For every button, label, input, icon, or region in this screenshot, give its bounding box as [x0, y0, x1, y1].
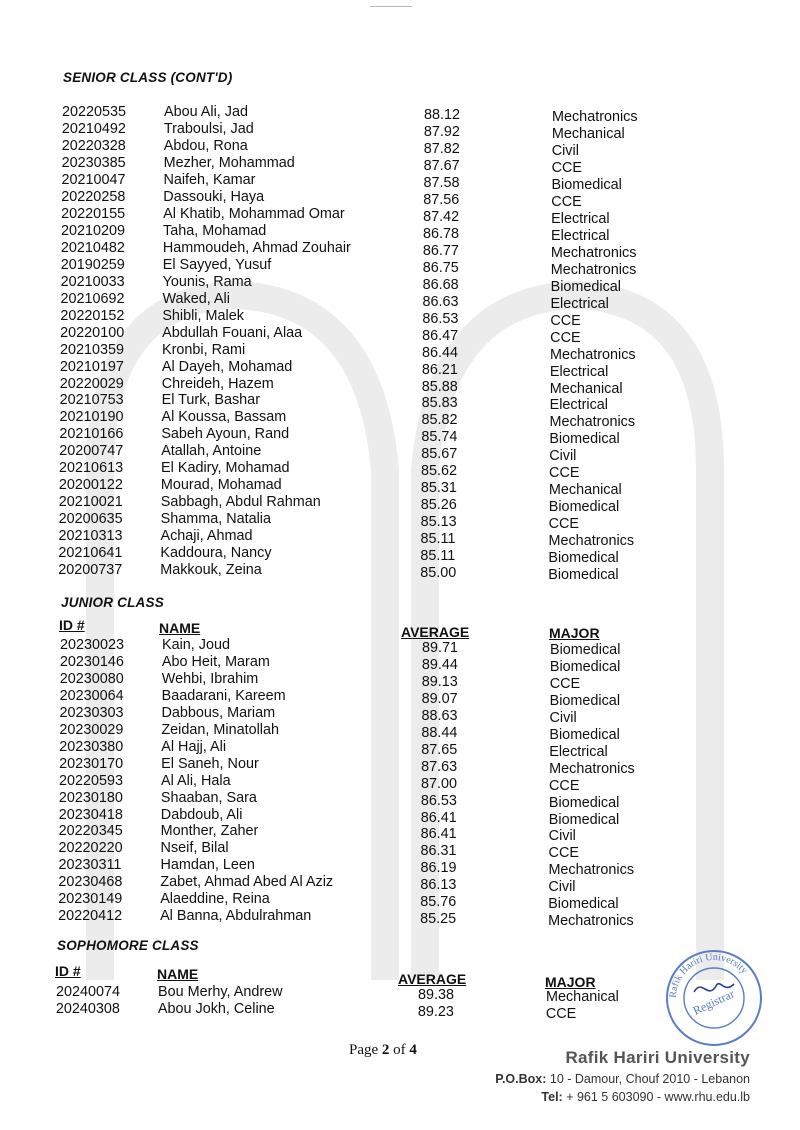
- student-id: 20220535: [62, 104, 127, 120]
- student-average: 87.56: [423, 191, 460, 208]
- student-average: 86.53: [420, 792, 457, 809]
- student-average: 86.13: [420, 877, 457, 894]
- student-name: Atallah, Antoine: [161, 443, 262, 460]
- student-major: Biomedical: [548, 896, 619, 913]
- student-name: Shamma, Natalia: [160, 511, 272, 528]
- student-id: 20210021: [58, 494, 123, 511]
- student-name: Kain, Joud: [162, 637, 231, 653]
- student-name: Younis, Rama: [162, 273, 252, 290]
- student-average: 85.67: [421, 446, 458, 463]
- student-name: Sabeh Ayoun, Rand: [161, 426, 290, 443]
- student-id: 20230180: [58, 789, 123, 806]
- footer-university-name: Rafik Hariri University: [565, 1048, 750, 1067]
- senior-class-title: SENIOR CLASS (CONT'D): [63, 70, 233, 85]
- student-major: Mechatronics: [550, 261, 637, 278]
- student-id: 20230064: [59, 687, 124, 704]
- student-id: 20230149: [58, 891, 123, 908]
- student-name: Dassouki, Haya: [163, 188, 265, 205]
- svg-text:Registrar: Registrar: [690, 986, 737, 1018]
- student-major: Electrical: [550, 295, 609, 312]
- student-name: Alaeddine, Reina: [160, 891, 270, 908]
- student-major: Electrical: [549, 363, 609, 380]
- student-average: 85.82: [421, 412, 458, 429]
- student-major: Biomedical: [550, 278, 621, 295]
- student-name: El Saneh, Nour: [161, 755, 259, 772]
- student-average: 86.75: [422, 259, 459, 276]
- student-id: 20230023: [60, 637, 125, 653]
- student-major: Mechatronics: [548, 913, 634, 930]
- student-major: CCE: [551, 159, 582, 176]
- student-name: Al Khatib, Mohammad Omar: [163, 205, 345, 222]
- student-average: 89.23: [417, 1003, 454, 1020]
- student-id: 20210482: [60, 239, 125, 256]
- student-id: 20210359: [60, 341, 125, 358]
- student-major: CCE: [550, 329, 581, 346]
- junior-header-name: NAME: [159, 620, 201, 636]
- student-id: 20230311: [58, 857, 122, 874]
- student-major: Civil: [548, 879, 576, 896]
- sophomore-header-major: MAJOR: [545, 974, 596, 990]
- student-name: Shibli, Malek: [162, 307, 244, 324]
- student-major: Mechatronics: [548, 862, 635, 879]
- student-average: 87.00: [421, 775, 458, 792]
- student-id: 20220258: [61, 188, 126, 205]
- student-major: CCE: [549, 777, 580, 794]
- student-id: 20210641: [58, 545, 123, 562]
- student-average: 86.19: [420, 860, 457, 877]
- student-average: 85.76: [420, 894, 457, 911]
- student-id: 20200737: [58, 562, 123, 579]
- student-name: El Kadiry, Mohamad: [161, 460, 290, 477]
- junior-header-id: ID #: [59, 617, 85, 633]
- student-average: 89.07: [421, 690, 458, 707]
- student-major: CCE: [548, 516, 580, 533]
- student-id: 20210033: [60, 273, 125, 290]
- student-average: 85.62: [421, 463, 458, 480]
- student-name: Mezher, Mohammad: [163, 154, 295, 171]
- student-id: 20230170: [59, 755, 124, 772]
- student-average: 86.41: [420, 809, 457, 826]
- student-major: Civil: [549, 448, 577, 465]
- student-major: CCE: [549, 465, 580, 482]
- student-id: 20220029: [59, 375, 124, 392]
- student-average: 85.31: [420, 480, 457, 497]
- footer-contact: Tel: + 961 5 603090 - www.rhu.edu.lb: [541, 1090, 750, 1104]
- student-id: 20210492: [61, 120, 126, 137]
- student-id: 20230029: [59, 721, 124, 738]
- student-average: 85.11: [420, 531, 456, 548]
- student-average: 88.44: [421, 724, 458, 741]
- student-id: 20230080: [59, 670, 124, 687]
- student-name: Monther, Zaher: [160, 823, 259, 840]
- student-major: Biomedical: [548, 567, 619, 584]
- footer-address: P.O.Box: 10 - Damour, Chouf 2010 - Lebanon: [495, 1072, 750, 1086]
- student-average: 87.82: [423, 140, 460, 157]
- student-average: 89.13: [421, 673, 458, 690]
- student-name: Traboulsi, Jad: [163, 120, 254, 137]
- student-name: Wehbi, Ibrahim: [161, 670, 259, 687]
- student-name: Dabdoub, Ali: [160, 806, 243, 823]
- student-major: CCE: [549, 675, 581, 692]
- student-id: 20230418: [58, 806, 123, 823]
- student-average: 86.68: [422, 276, 459, 293]
- student-name: Zeidan, Minatollah: [161, 721, 279, 738]
- student-major: CCE: [545, 1005, 577, 1022]
- student-average: 86.63: [422, 293, 459, 310]
- student-id: 20210047: [61, 171, 126, 188]
- student-name: Sabbagh, Abdul Rahman: [160, 494, 321, 511]
- student-average: 89.38: [418, 987, 455, 1003]
- student-average: 87.58: [423, 174, 460, 191]
- student-id: 20230380: [59, 738, 124, 755]
- student-name: Waked, Ali: [162, 290, 230, 307]
- student-id: 20210692: [60, 290, 125, 307]
- student-id: 20200747: [59, 443, 124, 460]
- student-average: 86.41: [420, 826, 457, 843]
- student-name: El Turk, Bashar: [161, 392, 260, 409]
- student-major: Civil: [551, 142, 579, 159]
- student-name: Shaaban, Sara: [160, 789, 257, 806]
- student-major: Mechatronics: [548, 533, 635, 550]
- svg-text:Rafik Hariri University: Rafik Hariri University: [667, 951, 750, 999]
- student-major: Mechatronics: [549, 760, 635, 777]
- student-name: Naifeh, Kamar: [163, 171, 256, 188]
- student-average: 87.92: [423, 123, 460, 140]
- junior-header-average: AVERAGE: [401, 624, 470, 640]
- student-average: 86.78: [423, 225, 460, 242]
- student-name: Abo Heit, Maram: [161, 653, 270, 670]
- student-id: 20190259: [60, 256, 125, 273]
- student-name: Al Ali, Hala: [161, 772, 231, 789]
- student-id: 20220152: [60, 307, 125, 324]
- student-name: Al Dayeh, Mohamad: [161, 358, 293, 375]
- student-name: Hamdan, Leen: [160, 857, 255, 874]
- student-major: Electrical: [551, 210, 610, 227]
- student-major: Mechatronics: [550, 346, 636, 363]
- student-name: Makkouk, Zeina: [160, 562, 262, 579]
- student-average: 87.42: [423, 208, 460, 225]
- student-major: Mechanical: [551, 125, 625, 142]
- student-id: 20220155: [61, 205, 126, 222]
- top-scan-mark: [370, 6, 412, 7]
- student-name: Al Hajj, Ali: [161, 738, 227, 755]
- student-major: Biomedical: [548, 811, 620, 828]
- student-major: Biomedical: [549, 431, 620, 448]
- student-average: 85.13: [420, 514, 457, 531]
- student-major: Mechatronics: [550, 244, 637, 261]
- student-name: Kronbi, Rami: [162, 341, 246, 358]
- student-id: 20230146: [59, 653, 124, 670]
- student-major: Civil: [548, 828, 576, 845]
- student-average: 85.11: [420, 548, 456, 565]
- student-average: 89.71: [422, 640, 459, 656]
- student-major: Biomedical: [548, 499, 620, 516]
- student-name: Chreideh, Hazem: [161, 375, 274, 392]
- student-id: 20220220: [58, 840, 123, 857]
- sophomore-class-title: SOPHOMORE CLASS: [57, 938, 199, 953]
- student-major: Biomedical: [549, 658, 621, 675]
- student-id: 20220328: [61, 137, 126, 154]
- junior-header-major: MAJOR: [549, 625, 600, 641]
- student-average: 85.88: [421, 378, 458, 395]
- student-name: Abdullah Fouani, Alaa: [162, 324, 303, 341]
- sophomore-header-id: ID #: [55, 963, 81, 979]
- student-average: 87.67: [423, 157, 460, 174]
- student-average: 89.44: [421, 656, 458, 673]
- student-major: CCE: [550, 312, 581, 329]
- student-name: Achaji, Ahmad: [160, 528, 253, 545]
- student-id: 20220412: [58, 908, 123, 925]
- student-average: 86.21: [421, 361, 458, 378]
- student-average: 88.63: [421, 707, 458, 724]
- student-major: Biomedical: [549, 726, 620, 743]
- student-id: 20240308: [55, 1000, 120, 1017]
- student-name: Abou Ali, Jad: [164, 104, 249, 120]
- student-major: Mechanical: [549, 380, 623, 397]
- student-average: 85.25: [420, 911, 457, 928]
- student-major: Electrical: [549, 397, 608, 414]
- registrar-seal-icon: [664, 948, 764, 1048]
- student-id: 20230303: [59, 704, 124, 721]
- student-average: 86.47: [422, 327, 459, 344]
- student-id: 20210197: [59, 358, 124, 375]
- student-id: 20230385: [61, 154, 126, 171]
- student-major: Biomedical: [548, 794, 620, 811]
- student-name: Al Koussa, Bassam: [161, 409, 287, 426]
- student-id: 20200122: [58, 477, 123, 494]
- student-major: CCE: [548, 845, 579, 862]
- student-name: Abou Jokh, Celine: [157, 1000, 275, 1017]
- student-average: 86.44: [422, 344, 459, 361]
- student-average: 86.31: [420, 843, 457, 860]
- student-major: CCE: [551, 193, 582, 210]
- student-name: Baadarani, Kareem: [161, 687, 286, 704]
- student-name: Zabet, Ahmad Abed Al Aziz: [160, 874, 334, 891]
- student-id: 20240074: [56, 984, 121, 1000]
- student-average: 85.74: [421, 429, 458, 446]
- sophomore-header-average: AVERAGE: [398, 971, 467, 987]
- student-name: Kaddoura, Nancy: [160, 545, 272, 562]
- sophomore-header-name: NAME: [157, 966, 199, 982]
- student-name: Dabbous, Mariam: [161, 704, 276, 721]
- student-id: 20200635: [58, 511, 123, 528]
- student-name: Taha, Mohamad: [163, 222, 267, 239]
- student-major: Biomedical: [549, 692, 621, 709]
- student-major: Biomedical: [548, 550, 619, 567]
- student-average: 85.26: [420, 497, 457, 514]
- student-major: Biomedical: [550, 642, 621, 658]
- student-average: 87.63: [421, 758, 458, 775]
- student-name: Al Banna, Abdulrahman: [160, 908, 312, 925]
- student-id: 20220345: [58, 823, 123, 840]
- student-name: El Sayyed, Yusuf: [162, 256, 272, 273]
- student-average: 86.77: [422, 242, 459, 259]
- student-id: 20210613: [59, 460, 124, 477]
- student-id: 20210166: [59, 426, 124, 443]
- student-id: 20210209: [61, 222, 126, 239]
- student-major: Civil: [549, 709, 577, 726]
- student-major: Mechanical: [548, 482, 622, 499]
- student-average: 86.53: [422, 310, 459, 327]
- student-major: Mechatronics: [549, 414, 636, 431]
- student-major: Mechanical: [546, 989, 619, 1005]
- student-major: Biomedical: [551, 176, 622, 193]
- student-id: 20220100: [60, 324, 125, 341]
- student-id: 20210753: [59, 392, 124, 409]
- student-major: Electrical: [549, 743, 608, 760]
- student-name: Abdou, Rona: [163, 137, 248, 154]
- student-average: 85.83: [421, 395, 458, 412]
- student-id: 20210190: [59, 409, 124, 426]
- junior-class-title: JUNIOR CLASS: [61, 595, 164, 610]
- student-average: 88.12: [424, 107, 461, 123]
- student-id: 20220593: [59, 772, 124, 789]
- student-name: Bou Merhy, Andrew: [158, 984, 283, 1000]
- student-name: Hammoudeh, Ahmad Zouhair: [162, 239, 351, 256]
- student-id: 20230468: [58, 874, 123, 891]
- student-major: Electrical: [551, 227, 610, 244]
- student-name: Mourad, Mohamad: [160, 477, 282, 494]
- student-id: 20210313: [58, 528, 123, 545]
- student-name: Nseif, Bilal: [160, 840, 229, 857]
- student-major: Mechatronics: [552, 109, 638, 125]
- page-number: Page 2 of 4: [349, 1042, 417, 1058]
- student-average: 85.00: [420, 565, 457, 582]
- student-average: 87.65: [421, 741, 458, 758]
